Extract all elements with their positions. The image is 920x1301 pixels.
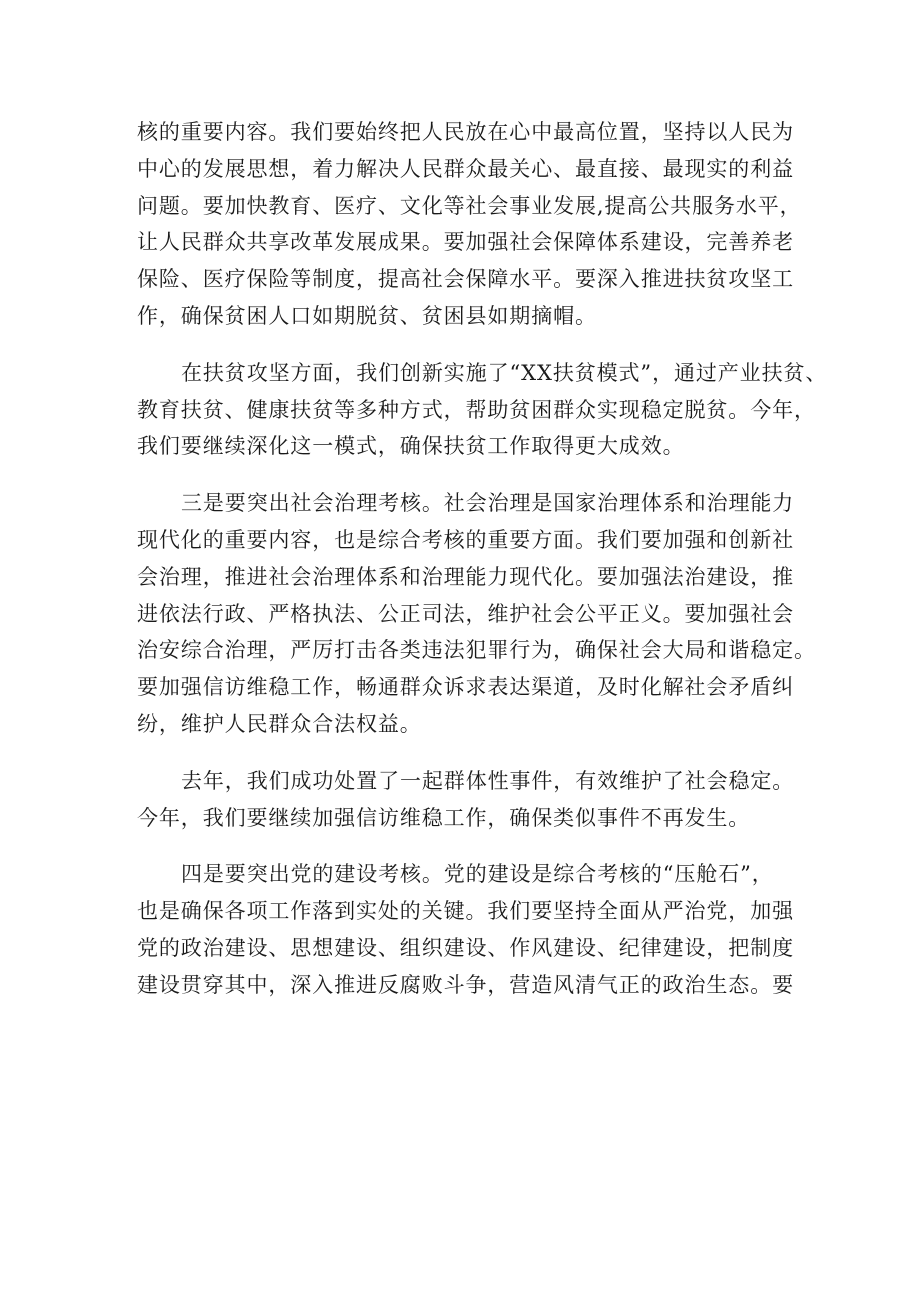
paragraph-4 [137,763,799,837]
text-line: 让人民群众共享改革发展成果。要加强社会保障体系建设，完善养老 [137,230,794,255]
text-line: 也是确保各项工作落到实处的关键。我们要坚持全面从严治党，加强 [137,899,794,924]
text-line: 保险、医疗保险等制度，提高社会保障水平。要深入推进扶贫攻坚工 [137,267,794,292]
paragraph-1 [137,114,802,335]
text-line: 进依法行政、严格执法、公正司法，维护社会公平正义。要加强社会 [137,601,794,626]
text-line: 治安综合治理，严厉打击各类违法犯罪行为，确保社会大局和谐稳定。 [137,638,816,663]
text-line: 教育扶贫、健康扶贫等多种方式，帮助贫困群众实现稳定脱贫。今年， [137,397,816,422]
text-line: 我们要继续深化这一模式，确保扶贫工作取得更大成效。 [137,434,685,459]
text-line: 中心的发展思想，着力解决人民群众最关心、最直接、最现实的利益 [137,156,794,181]
paragraph-5 [137,856,799,1003]
text-line: 核的重要内容。我们要始终把人民放在心中最高位置，坚持以人民为 [137,120,794,144]
text-line: 要加强信访维稳工作，畅通群众诉求表达渠道，及时化解社会矛盾纠 [137,675,794,700]
text-line: 今年，我们要继续加强信访维稳工作，确保类似事件不再发生。 [137,805,751,830]
text-line: 四是要突出党的建设考核。党的建设是综合考核的“压舱石”， [181,862,774,887]
text-line: 现代化的重要内容，也是综合考核的重要方面。我们要加强和创新社 [137,527,794,552]
paragraph-2 [137,355,828,465]
text-line: 三是要突出社会治理考核。社会治理是国家治理体系和治理能力 [181,491,795,516]
text-line: 在扶贫攻坚方面，我们创新实施了“XX扶贫模式”，通过产业扶贫、 [181,360,828,385]
text-line: 会治理，推进社会治理体系和治理能力现代化。要加强法治建设，推 [137,564,794,589]
document-body [137,114,828,1004]
text-line: 去年，我们成功处置了一起群体性事件，有效维护了社会稳定。 [181,768,795,793]
text-line: 问题。要加快教育、医疗、文化等社会事业发展,提高公共服务水平， [137,193,802,218]
text-line: 建设贯穿其中，深入推进反腐败斗争，营造风清气正的政治生态。要 [137,972,794,997]
text-line: 纷，维护人民群众合法权益。 [137,711,422,736]
paragraph-3 [137,485,816,743]
text-line: 作，确保贫困人口如期脱贫、贫困县如期摘帽。 [137,303,597,328]
text-line: 党的政治建设、思想建设、组织建设、作风建设、纪律建设，把制度 [137,935,794,960]
